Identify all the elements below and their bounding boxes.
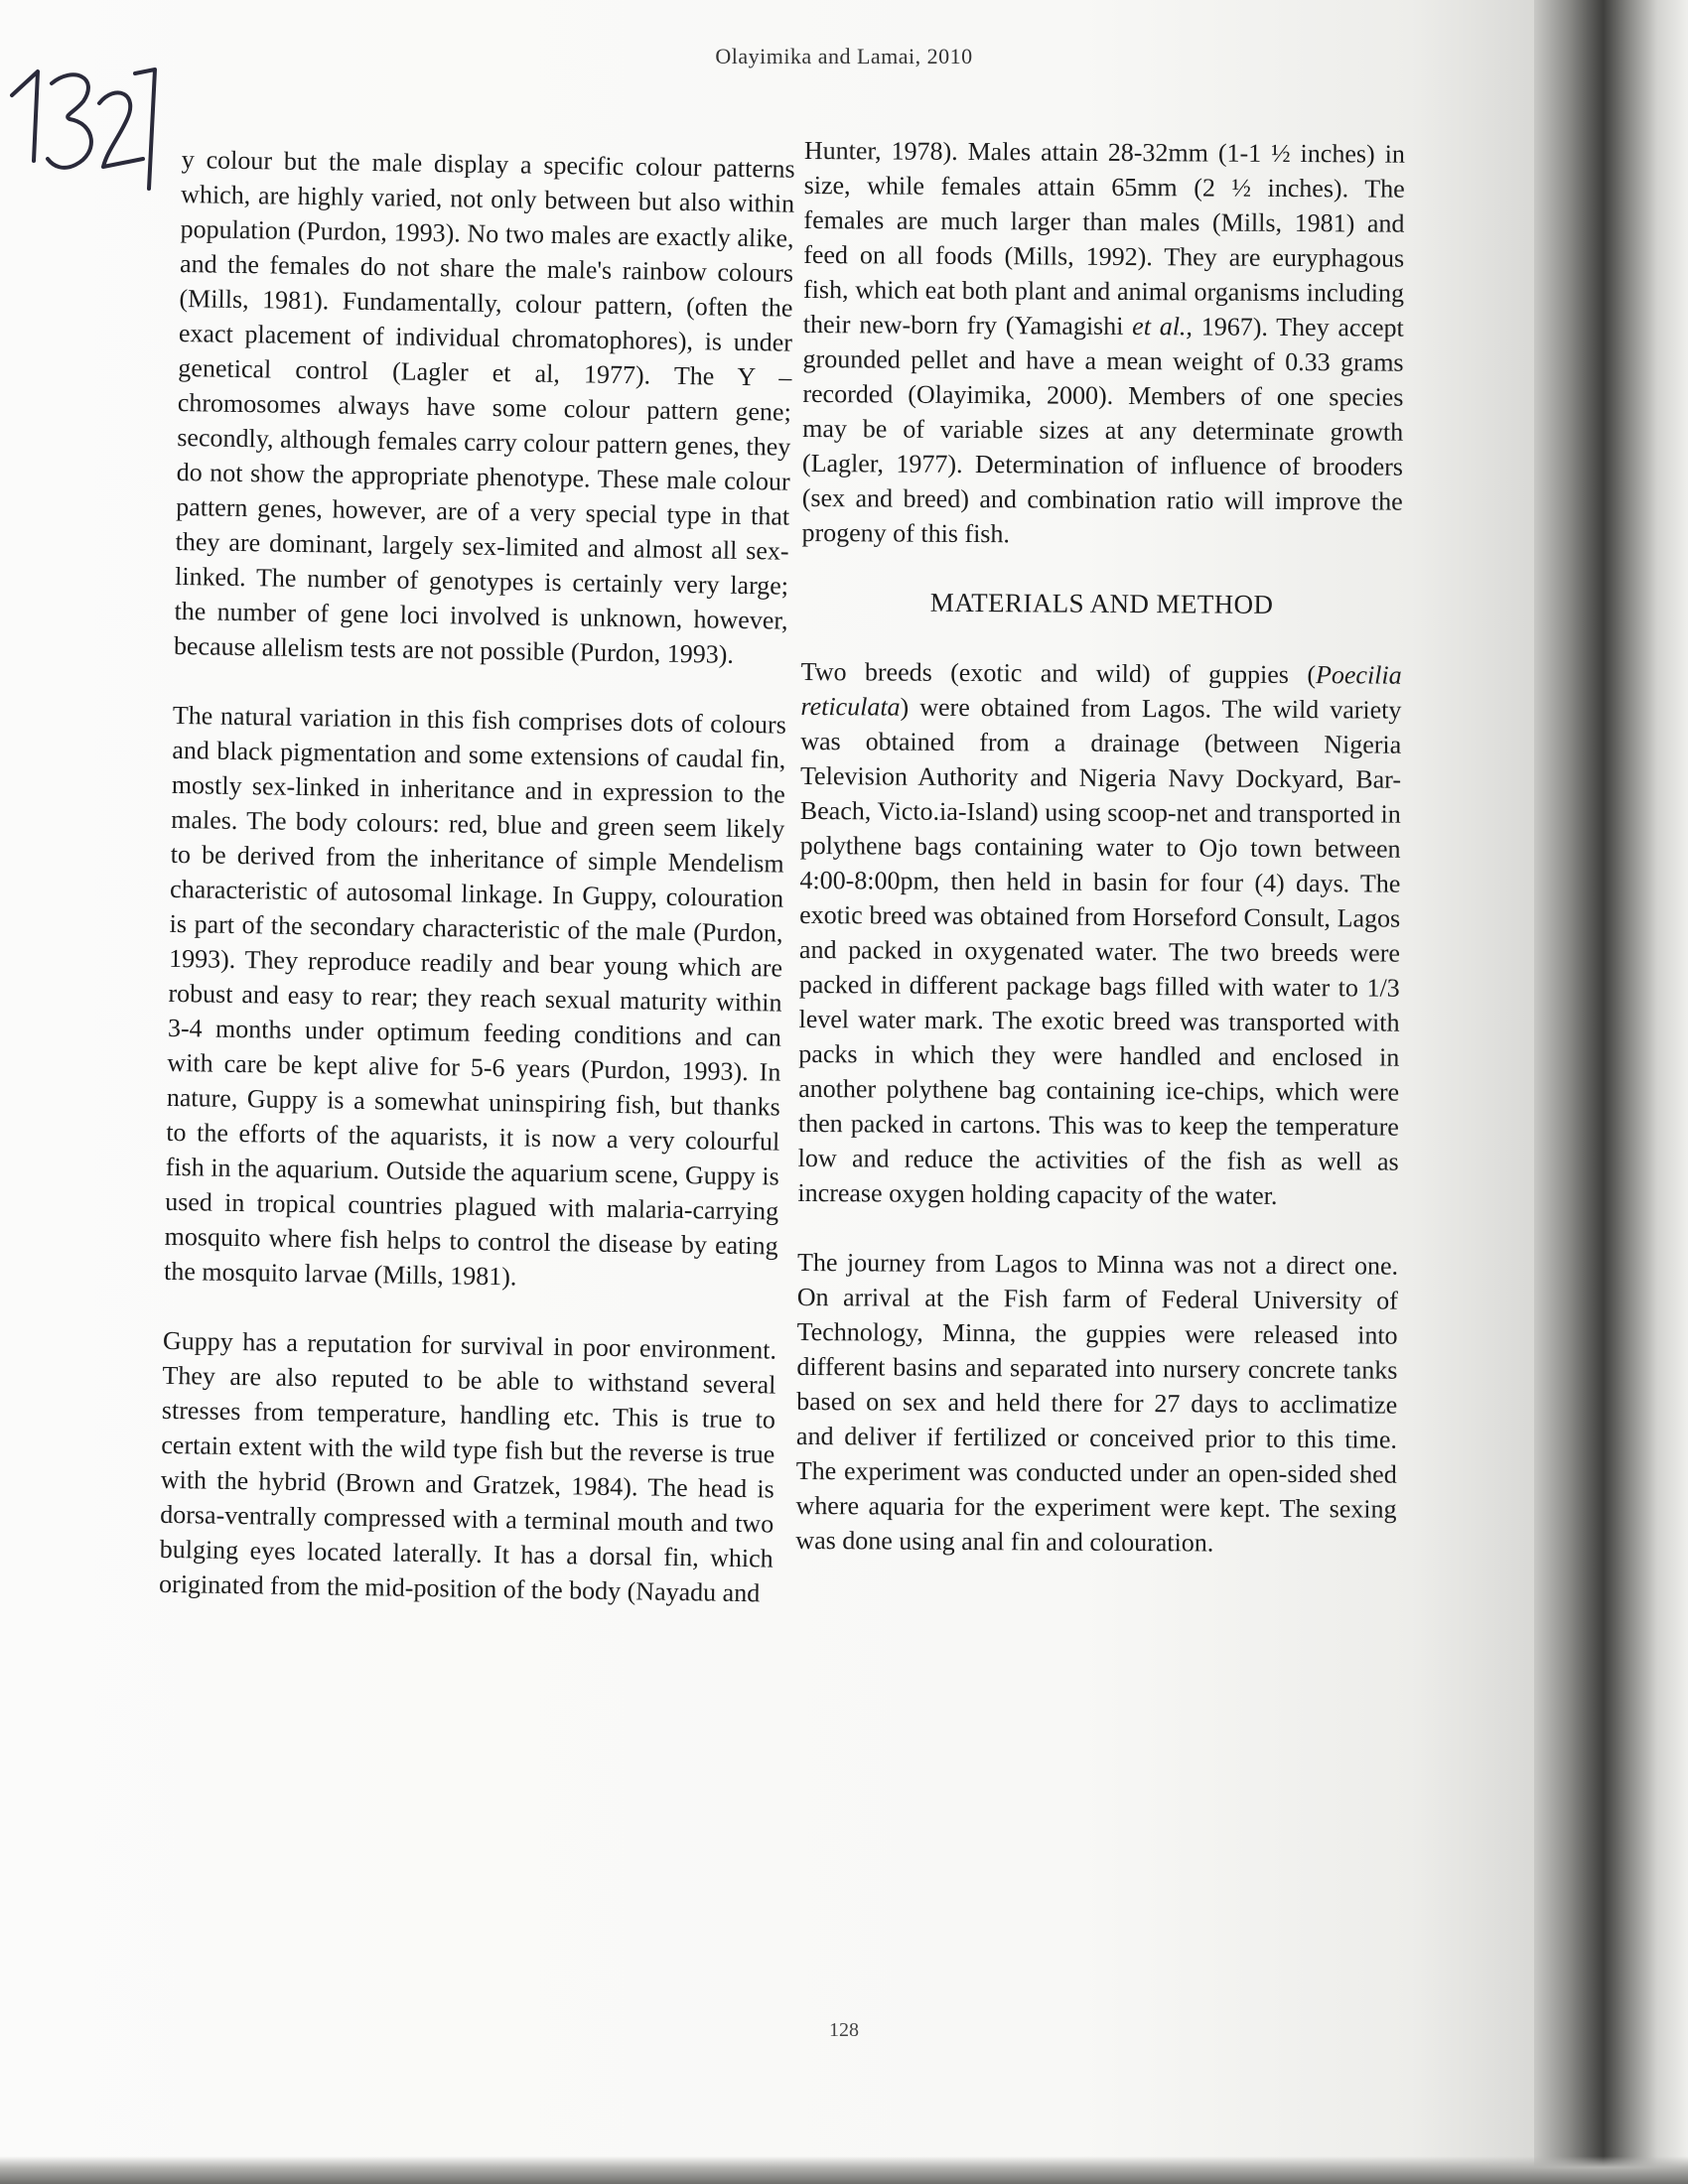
scan-bottom-edge: [0, 2156, 1688, 2184]
intro-text-end: 1967). They accept grounded pellet and have a mean weight of 0.33 grams recorded (Olayimika, 2000). Members of one species may be of variable sizes at any determinate growth (Lagler, 1977). Determination of influence of brooders (sex and breed) and combination ratio will improve the progeny of this fish.: [801, 312, 1404, 549]
left-paragraph-1: y colour but the male display a specific colour patterns which, are highly varied, not only between but also within population (Purdon, 1993). No two males are exactly alike, and the females do not share the male's rainbow colours (Mills, 1981). Fundamentally, colour pattern, (often the exact placement of individual chromatophores), is under genetical control (Lagler et al, 1977). The Y – chromosomes always have some colour pattern gene; secondly, although females carry colour pattern genes, they do not show the appropriate phenotype. These male colour pattern genes, however, are of a very special type in that they are dominant, largely sex-limited and almost all sex-linked. The number of genotypes is certainly very large; the number of gene loci involved is unknown, however, because allelism tests are not possible (Purdon, 1993).: [173, 144, 795, 669]
running-header: Olayimika and Lamai, 2010: [715, 44, 973, 68]
binding-gutter-shadow: [1534, 0, 1688, 2184]
species-name-italic: Poecilia reticulata: [800, 660, 1402, 722]
left-column: [158, 142, 795, 1646]
methods-paragraph-2: The journey from Lagos to Minna was not a direct one. On arrival at the Fish farm of Federal University of Technology, Minna, the guppies were released into different basins and separated into nursery concrete tanks based on sex and held there for 27 days to acclimatize and deliver if fertilized or conceived prior to this time. The experiment was conducted under an open-sided shed where aquaria for the experiment were kept. The sexing was done using anal fin and colouration.: [795, 1247, 1399, 1558]
left-paragraph-2: The natural variation in this fish comprises dots of colours and black pigmentation and some extensions of caudal fin, mostly sex-linked in inheritance and in expression to the males. The body colours: red, blue and green seem likely to be derived from the inheritance of simple Mendelism characteristic of autosomal linkage. In Guppy, colouration is part of the secondary characteristic of the male (Purdon, 1993). They reproduce readily and bear young which are robust and easy to rear; they reach sexual maturity within 3-4 months under optimum feeding conditions and can with care be kept alive for 5-6 years (Purdon, 1993). In nature, Guppy is a somewhat uninspiring fish, but thanks to the efforts of the aquarists, it is now a very colourful fish in the aquarium. Outside the aquarium scene, Guppy is used in tropical countries plagued with malaria-carrying mosquito where fish helps to control the disease by eating the mosquito larvae (Mills, 1981).: [163, 700, 787, 1292]
methods-text-start: Two breeds (exotic and wild) of guppies (: [800, 656, 1317, 690]
right-column: [795, 133, 1405, 1596]
intro-text-start: Hunter, 1978). Males attain 28-32mm (1-1 ½ inches) in size, while females attain 65mm (2 ½ inches). The females are much larger than males (Mills, 1981) and feed on all foods (Mills, 1992). They are euryphagous fish, which eat both plant and animal organisms including their new-born fry (Yamagishi: [802, 135, 1405, 341]
page-number: 128: [829, 2019, 859, 2041]
methods-text-end: ) were obtained from Lagos. The wild variety was obtained from a drainage (between Nigeria Television Authority and Nigeria Navy Dockyard, Bar-Beach, Victo.ia-Island) using scoop-net and transported in polythene bags containing water to Ojo town between 4:00-8:00pm, then held in basin for four (4) days. The exotic breed was obtained from Horseford Consult, Lagos and packed in oxygenated water. The two breeds were packed in different package bags filled with water to 1/3 level water mark. The exotic breed was transported with packs in which they were handled and enclosed in another polythene bag containing ice-chips, which were then packed in cartons. This was to keep the temperature low and reduce the activities of the fish as well as increase oxygen holding capacity of the water.: [797, 692, 1402, 1210]
right-paragraph-intro: [801, 133, 1405, 554]
methods-paragraph-1: [797, 654, 1401, 1214]
left-paragraph-3: Guppy has a reputation for survival in poor environment. They are also reputed to be able to withstand several stresses from temperature, handling etc. This is true to certain extent with the wild type fish but the reverse is true with the hybrid (Brown and Gratzek, 1984). The head is dorsa-ventrally compressed with a terminal mouth and two bulging eyes located laterally. It has a dorsal fin, which originated from the mid-position of the body (Nayadu and: [158, 1325, 777, 1608]
intro-italic-citation: et al.,: [1132, 312, 1194, 341]
section-heading-materials-method: MATERIALS AND METHOD: [929, 587, 1274, 619]
